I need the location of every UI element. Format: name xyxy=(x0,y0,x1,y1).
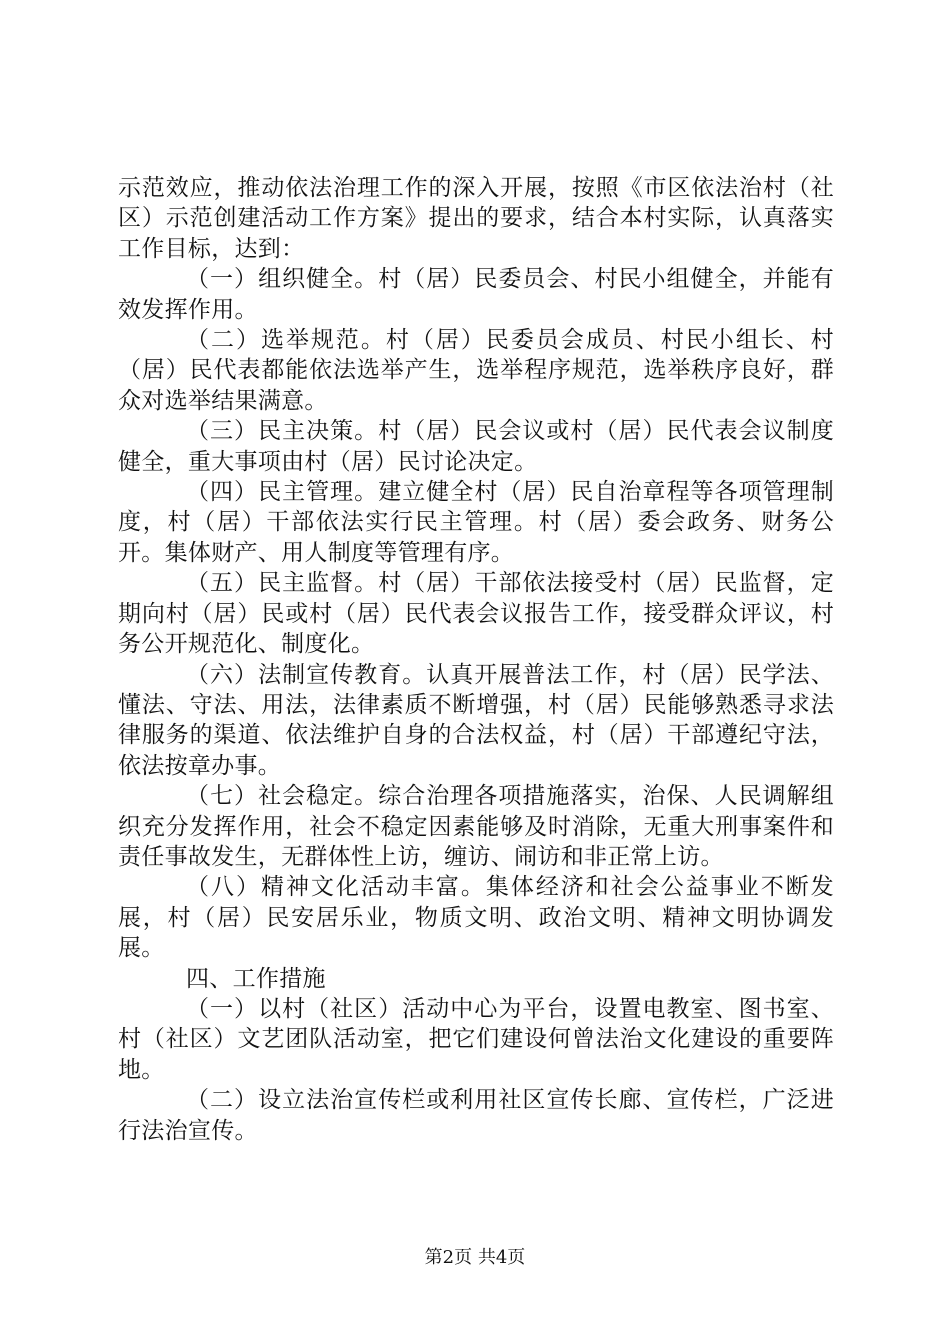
paragraph: （二）设立法治宣传栏或利用社区宣传长廊、宣传栏，广泛进行法治宣传。 xyxy=(118,1087,834,1144)
section-heading: 四、工作措施 xyxy=(186,965,326,992)
page-number-footer: 第2页 共4页 xyxy=(424,1247,526,1268)
paragraph: （二）选举规范。村（居）民委员会成员、村民小组长、村（居）民代表都能依法选举产生，选举程序规范，选举秩序良好，群众对选举结果满意。 xyxy=(118,327,834,414)
document-body xyxy=(118,173,834,1146)
paragraph: （四）民主管理。建立健全村（居）民自治章程等各项管理制度，村（居）干部依法实行民主管理。村（居）委会政务、财务公开。集体财产、用人制度等管理有序。 xyxy=(118,479,834,566)
paragraph: （三）民主决策。村（居）民会议或村（居）民代表会议制度健全，重大事项由村（居）民讨论决定。 xyxy=(118,418,834,475)
paragraph: （一）组织健全。村（居）民委员会、村民小组健全，并能有效发挥作用。 xyxy=(118,266,834,323)
paragraph: （六）法制宣传教育。认真开展普法工作，村（居）民学法、懂法、守法、用法，法律素质不断增强，村（居）民能够熟悉寻求法律服务的渠道、依法维护自身的合法权益，村（居）干部遵纪守法，依法按章办事。 xyxy=(118,661,834,779)
paragraph: （七）社会稳定。综合治理各项措施落实，治保、人民调解组织充分发挥作用，社会不稳定因素能够及时消除，无重大刑事案件和责任事故发生，无群体性上访，缠访、闹访和非正常上访。 xyxy=(118,783,834,870)
paragraph: 示范效应，推动依法治理工作的深入开展，按照《市区依法治村（社区）示范创建活动工作方案》提出的要求，结合本村实际，认真落实工作目标，达到： xyxy=(118,175,834,262)
paragraph: （五）民主监督。村（居）干部依法接受村（居）民监督，定期向村（居）民或村（居）民代表会议报告工作，接受群众评议，村务公开规范化、制度化。 xyxy=(118,570,834,658)
paragraph: （八）精神文化活动丰富。集体经济和社会公益事业不断发展，村（居）民安居乐业，物质文明、政治文明、精神文明协调发展。 xyxy=(118,874,834,962)
paragraph: （一）以村（社区）活动中心为平台，设置电教室、图书室、村（社区）文艺团队活动室，把它们建设何曾法治文化建设的重要阵地。 xyxy=(118,995,834,1083)
